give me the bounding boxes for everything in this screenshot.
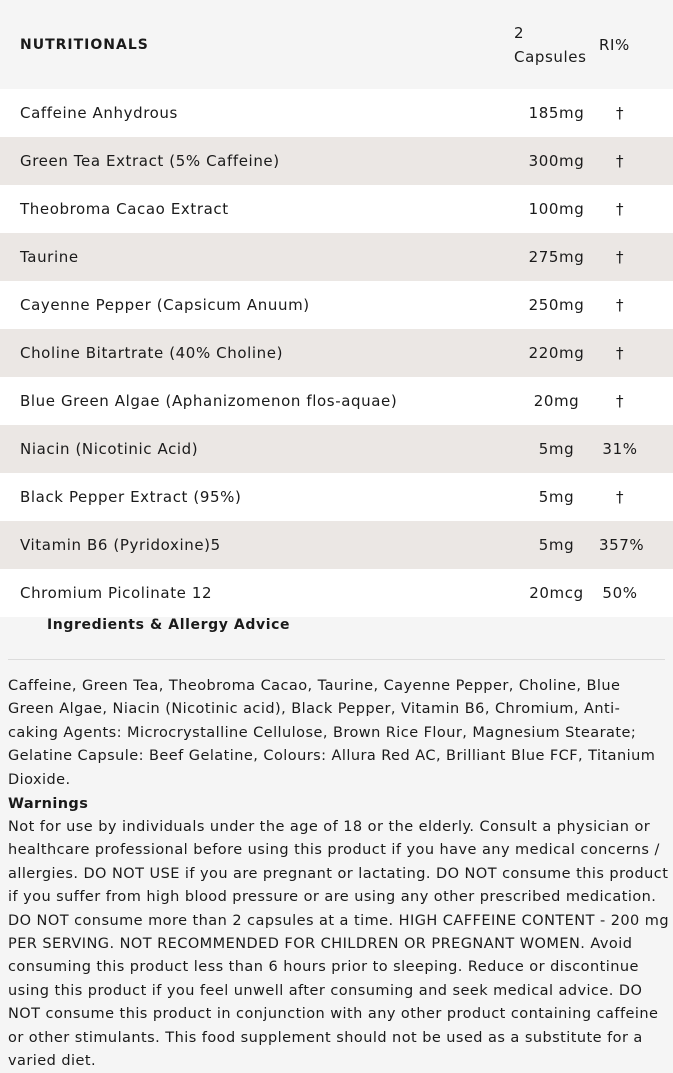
nutrient-ri-cell [599, 569, 673, 617]
nutrient-amount: 20mcg [529, 584, 584, 602]
nutrient-ri: † [615, 344, 625, 362]
table-row [0, 569, 673, 617]
ingredients-text: Caffeine, Green Tea, Theobroma Cacao, Taurine, Cayenne Pepper, Choline, Blue Green Algae, Niacin (Nicotinic acid), Black Pepper, Vitamin B6, Chromium, Anti-caking Agents: Microcrystalline Cellulose, Brown Rice Flour, Magnesium Stearate; Gelatine Capsule: Beef Gelatine, Colours: Allura Red AC, Brilliant Blue FCF, Titanium Dioxide. [8, 678, 656, 788]
table-row [0, 521, 673, 569]
nutrient-amount: 100mg [528, 200, 585, 218]
table-row [0, 185, 673, 233]
nutrient-amount: 300mg [528, 152, 585, 170]
nutrient-ri: † [615, 200, 625, 218]
table-body [0, 89, 673, 617]
nutrient-ri-cell [599, 233, 673, 281]
nutrient-ri: † [615, 104, 625, 122]
nutrient-ri-cell [599, 473, 673, 521]
table-row [0, 377, 673, 425]
nutrient-amount: 20mg [533, 392, 580, 410]
table-row [0, 137, 673, 185]
nutrient-name: Blue Green Algae (Aphanizomenon flos-aquae) [20, 392, 398, 410]
nutrient-amount: 250mg [528, 296, 585, 314]
header-serving-unit: Capsules [514, 47, 587, 66]
nutrient-ri: 31% [602, 440, 638, 458]
table-header [0, 0, 673, 89]
table-row [0, 473, 673, 521]
header-serving [514, 0, 599, 89]
nutrient-ri-cell [599, 521, 673, 569]
nutrient-ri-cell [599, 377, 673, 425]
nutrient-name: Black Pepper Extract (95%) [20, 488, 242, 506]
nutrient-ri-cell [599, 329, 673, 377]
nutrient-ri: † [615, 248, 625, 266]
table-row [0, 89, 673, 137]
nutrient-ri: 50% [602, 584, 638, 602]
ingredients-heading: Ingredients & Allergy Advice [47, 617, 291, 633]
nutrient-ri-cell [599, 185, 673, 233]
nutrient-ri: † [615, 152, 625, 170]
table-row [0, 233, 673, 281]
warnings-heading: Warnings [8, 796, 89, 812]
nutrient-ri: † [615, 392, 625, 410]
nutrient-amount: 220mg [528, 344, 585, 362]
header-serving-count: 2 [514, 23, 525, 42]
section-divider [8, 659, 665, 660]
table-row [0, 425, 673, 473]
header-nutritionals: NUTRITIONALS [20, 36, 149, 53]
nutrient-ri: † [615, 488, 625, 506]
nutrient-ri-cell [599, 89, 673, 137]
nutrient-ri: 357% [599, 536, 645, 554]
nutrient-ri: † [615, 296, 625, 314]
header-row [0, 0, 673, 89]
nutrient-name: Niacin (Nicotinic Acid) [20, 440, 199, 458]
nutrient-name: Choline Bitartrate (40% Choline) [20, 344, 284, 362]
nutrient-name: Green Tea Extract (5% Caffeine) [20, 152, 280, 170]
nutrient-name: Cayenne Pepper (Capsicum Anuum) [20, 296, 310, 314]
nutrient-ri-cell [599, 425, 673, 473]
warnings-text: Not for use by individuals under the age of 18 or the elderly. Consult a physician or healthcare professional before using this product if you have any medical concerns / allergies. DO NOT USE if you are pregnant or lactating. DO NOT consume this product if you suffer from high blood pressure or are using any other prescribed medication. DO NOT consume more than 2 capsules at a time. HIGH CAFFEINE CONTENT - 200 mg PER SERVING. NOT RECOMMENDED FOR CHILDREN OR PREGNANT WOMEN. Avoid consuming this product less than 6 hours prior to sleeping. Reduce or discontinue using this product if you feel unwell after consuming and seek medical advice. DO NOT consume this product in conjunction with any other product containing caffeine or other stimulants. This food supplement should not be used as a substitute for a varied diet. [8, 819, 670, 1070]
nutrient-name: Vitamin B6 (Pyridoxine)5 [20, 536, 221, 554]
table-row [0, 329, 673, 377]
nutrient-name: Theobroma Cacao Extract [20, 200, 229, 218]
header-ri: RI% [599, 35, 630, 54]
nutrient-amount: 5mg [538, 536, 575, 554]
nutrient-amount: 185mg [528, 104, 585, 122]
nutrient-name: Caffeine Anhydrous [20, 104, 178, 122]
nutrient-ri-cell [599, 137, 673, 185]
nutrient-amount: 275mg [528, 248, 585, 266]
table-row [0, 281, 673, 329]
nutrient-name: Chromium Picolinate 12 [20, 584, 213, 602]
nutrient-amount: 5mg [538, 488, 575, 506]
nutrient-amount: 5mg [538, 440, 575, 458]
nutrient-name: Taurine [20, 248, 79, 266]
nutrient-ri-cell [599, 281, 673, 329]
